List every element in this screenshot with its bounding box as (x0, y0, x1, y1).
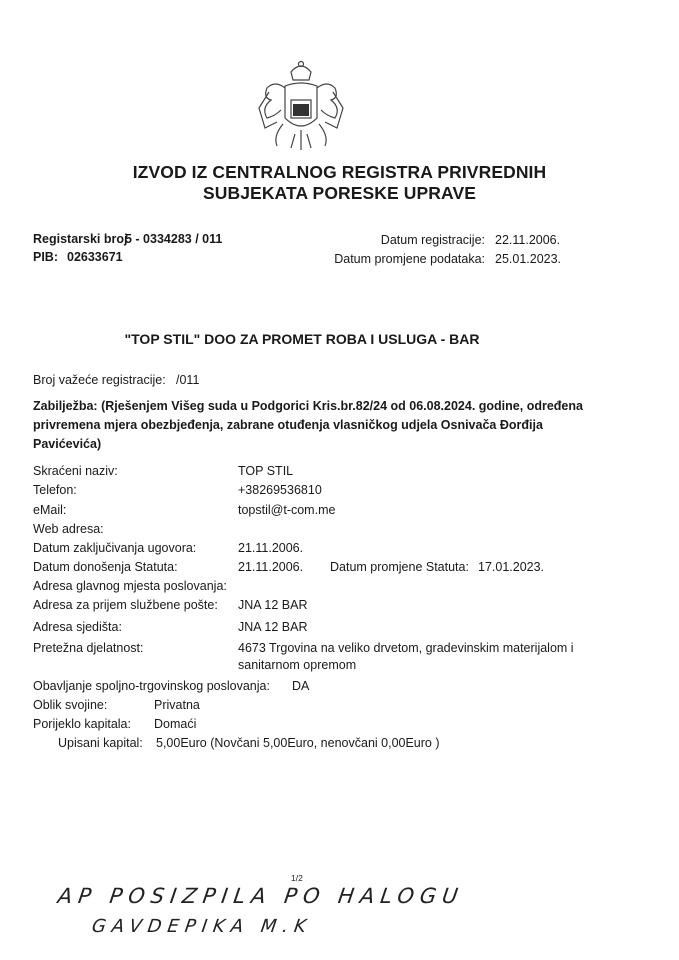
field-label: eMail: (33, 503, 67, 517)
registration-date-value: 22.11.2006. (495, 233, 561, 247)
field-value: TOP STIL (238, 464, 294, 478)
ownership-value: Privatna (154, 698, 200, 712)
field-label: Adresa glavnog mjesta poslovanja: (33, 579, 227, 593)
field-label: Datum donošenja Statuta: (33, 560, 178, 574)
field-label: Telefon: (33, 483, 77, 497)
valid-registration-value: /011 (176, 373, 200, 387)
pib-label: PIB: (33, 250, 58, 264)
registration-date-label: Datum registracije: (380, 233, 485, 247)
field-value: 4673 Trgovina na veliko drvetom, gradevinskim materijalom i (238, 641, 574, 655)
field-label: Skraćeni naziv: (33, 464, 118, 478)
ownership-label: Oblik svojine: (33, 698, 108, 712)
field-value: JNA 12 BAR (238, 598, 308, 612)
note-line-1: Zabilježba: (Rješenjem Višeg suda u Podgorici Kris.br.82/24 od 06.08.2024. godine, određena (33, 399, 583, 413)
handwritten-note-line-1: AP POSIZPILA PO HALOGU (56, 884, 466, 908)
document-title-line1: IZVOD IZ CENTRALNOG REGISTRA PRIVREDNIH (132, 162, 547, 182)
field-label: Datum zaključivanja ugovora: (33, 541, 197, 555)
capital-label: Upisani kapital: (58, 736, 143, 750)
registry-number-label: Registarski broj (33, 232, 128, 246)
statute-change-value: 17.01.2023. (478, 560, 545, 574)
company-name: "TOP STIL" DOO ZA PROMET ROBA I USLUGA - BAR (124, 331, 480, 347)
field-label: Adresa sjedišta: (33, 620, 122, 634)
field-label: Adresa za prijem službene pošte: (33, 598, 218, 612)
field-value: JNA 12 BAR (238, 620, 308, 634)
statute-change-label: Datum promjene Statuta: (330, 560, 469, 574)
note-line-3: Pavićevića) (33, 437, 102, 451)
foreign-trade-label: Obavljanje spoljno-trgovinskog poslovanja: (33, 679, 270, 693)
valid-registration-label: Broj važeće registracije: (33, 373, 166, 387)
field-value: topstil@t-com.me (238, 503, 336, 517)
document-title-line2: SUBJEKATA PORESKE UPRAVE (202, 183, 477, 203)
field-value: +38269536810 (238, 483, 322, 497)
field-value: 21.11.2006. (238, 560, 304, 574)
field-label: Pretežna djelatnost: (33, 641, 144, 655)
capital-value: 5,00Euro (Novčani 5,00Euro, nenovčani 0,00Euro ) (156, 736, 440, 750)
field-value: 21.11.2006. (238, 541, 304, 555)
handwritten-note-line-2: GAVDEPIKA M.K (90, 916, 314, 937)
capital-origin-value: Domaći (154, 717, 197, 731)
data-change-date-value: 25.01.2023. (495, 252, 562, 266)
page-number: 1/2 (291, 873, 303, 883)
coat-of-arms-emblem (255, 58, 347, 153)
foreign-trade-value: DA (292, 679, 310, 693)
note-line-2: privremena mjera obezbjeđenja, zabrane otuđenja vlasničkog udjela Osnivača Đorđija (33, 418, 543, 432)
data-change-date-label: Datum promjene podataka: (334, 252, 485, 266)
pib-value: 02633671 (67, 250, 123, 264)
field-value-continued: sanitarnom opremom (238, 658, 357, 672)
field-label: Web adresa: (33, 522, 104, 536)
registry-number-value: 5 - 0334283 / 011 (125, 232, 223, 246)
capital-origin-label: Porijeklo kapitala: (33, 717, 131, 731)
